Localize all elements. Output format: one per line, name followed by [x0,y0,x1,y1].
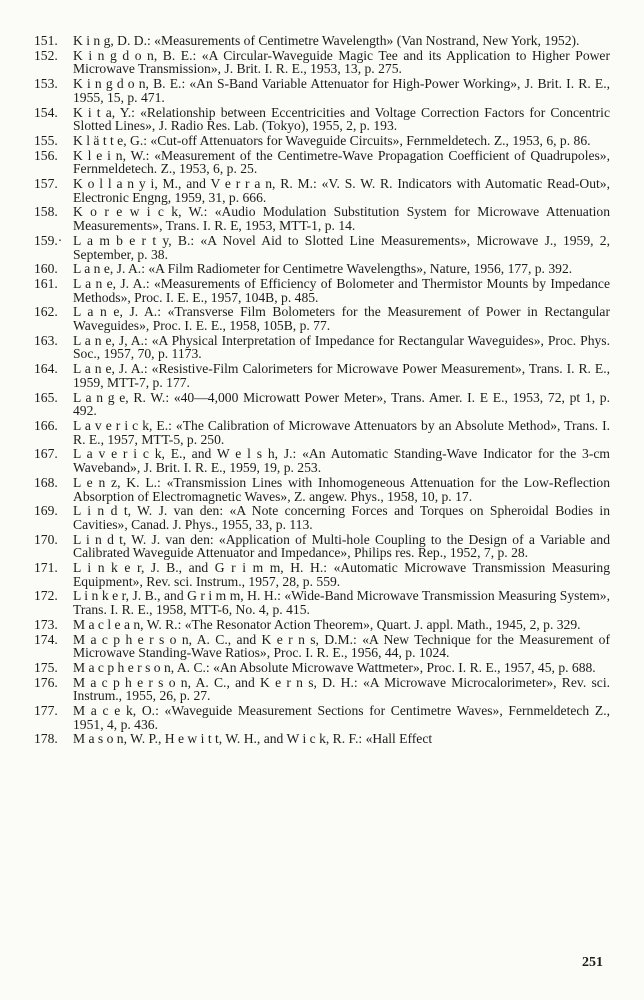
entry-number: 164. [34,361,58,377]
entry-number: 173. [34,616,58,632]
entry-number: 172. [34,588,58,604]
entry-number: 176. [34,674,58,690]
bib-entry [0,362,644,389]
bib-entry [0,49,644,76]
entry-number: 153. [34,76,58,92]
entry-text: L e n z, K. L.: «Transmission Lines with Inhomogeneous Attenuation for the Low-Reflection Absorption of Electromagnetic Waves», Z. angew. Phys., 1958, 10, p. 17. [73,474,610,504]
entry-text: L a v e r i c k, E.: «The Calibration of Microwave Attenuators by an Absolute Method», Trans. I. R. E., 1957, MTT-5, p. 250. [73,417,610,447]
entry-number: 165. [34,389,58,405]
bib-entry [0,533,644,560]
bib-entry [0,205,644,232]
entry-number: 166. [34,417,58,433]
entry-text: M a c p h e r s o n, A. C., and K e r n s, D.M.: «A New Technique for the Measurement of Microwave Standing-Wave Ratios», Proc. I. R. E., 1956, 44, p. 1024. [73,631,610,661]
bib-entry [0,661,644,675]
bib-entry [0,732,644,746]
entry-number: 156. [34,147,58,163]
entry-text: K l ä t t e, G.: «Cut-off Attenuators for Waveguide Circuits», Fernmeldetech. Z., 1953, 6, p. 86. [73,132,591,148]
entry-text: L a n e, J. A.: «Transverse Film Bolometers for the Measurement of Power in Rectangular Waveguides», Proc. I. E. E., 1958, 105B, p. 77. [73,304,610,334]
entry-number: 158. [34,204,58,220]
entry-number: 151. [34,33,58,48]
entry-number: 178. [34,731,58,747]
bib-entry [0,419,644,446]
bib-entry [0,149,644,176]
entry-number: 167. [34,446,58,462]
bib-entry [0,106,644,133]
bib-entry [0,234,644,261]
bib-entry [0,277,644,304]
entry-text: M a s o n, W. P., H e w i t t, W. H., and W i c k, R. F.: «Hall Effect [73,731,433,747]
entry-text: L i n d t, W. J. van den: «A Note concerning Forces and Torques on Spheroidal Bodies in Cavities», Canad. J. Phys., 1955, 33, p. 113. [73,503,610,532]
entry-number: 170. [34,531,58,547]
entry-text: L a m b e r t y, B.: «A Novel Aid to Slotted Line Measurements», Microwave J., 1959, 2, September, p. 38. [73,232,610,262]
entry-text: K i n g d o n, B. E.: «An S-Band Variable Attenuator for High-Power Working», J. Brit. I. R. E., 1955, 15, p. 471. [73,76,610,105]
entry-number: 163. [34,332,58,348]
entry-text: L a n g e, R. W.: «40—4,000 Microwatt Power Meter», Trans. Amer. I. E E., 1953, 72, pt 1, p. 492. [73,389,610,419]
entry-number: 155. [34,132,58,148]
entry-text: L a n e, J. A.: «Resistive-Film Calorimeters for Microwave Power Measurement», Trans. I. R. E., 1959, MTT-7, p. 177. [73,361,610,390]
bib-entry [0,447,644,474]
entry-text: K i n g d o n, B. E.: «A Circular-Waveguide Magic Tee and its Application to Higher Power Microwave Transmission», J. Brit. I. R. E., 1953, 13, p. 275. [73,47,610,77]
entry-text: K o l l a n y i, M., and V e r r a n, R. M.: «V. S. W. R. Indicators with Automatic Read-Out», Electronic Engng, 1959, 31, p. 666. [73,176,610,205]
entry-text: L a n e, J. A.: «A Film Radiometer for Centimetre Wavelengths», Nature, 1956, 177, p. 392. [73,261,573,277]
entry-number: 160. [34,261,58,277]
entry-text: L i n k e r, J. B., and G r i m m, H. H.: «Wide-Band Microwave Transmission Measuring System», Trans. I. R. E., 1958, MTT-6, No. 4, p. 415. [73,588,610,618]
entry-text: M a c p h e r s o n, A. C.: «An Absolute Microwave Wattmeter», Proc. I. R. E., 1957, 45, p. 688. [73,659,596,675]
entry-text: L a v e r i c k, E., and W e l s h, J.: «An Automatic Standing-Wave Indicator for the 3-cm Waveband», J. Brit. I. R. E., 1959, 19, p. 253. [73,446,610,476]
bib-entry [0,476,644,503]
entry-text: K i t a, Y.: «Relationship between Eccentricities and Voltage Correction Factors for Concentric Slotted Lines», J. Radio Res. Lab. (Tokyo), 1955, 2, p. 193. [73,104,610,134]
entry-number: 161. [34,275,58,291]
bib-entry [0,618,644,632]
entry-text: M a c e k, O.: «Waveguide Measurement Sections for Centimetre Waves», Fernmeldetech Z., 1951, 4, p. 436. [73,703,610,732]
entry-text: K i n g, D. D.: «Measurements of Centimetre Wavelength» (Van Nostrand, New York, 1952). [73,33,580,48]
entry-text: L a n e, J. A.: «Measurements of Efficiency of Bolometer and Thermistor Mounts by Impedance Methods», Proc. I. E. E., 1957, 104B, p. 485. [73,275,610,305]
bib-entry [0,704,644,731]
bib-entry [0,504,644,531]
bib-entry [0,134,644,148]
bib-entry [0,391,644,418]
bib-entry [0,262,644,276]
bib-entry [0,305,644,332]
entry-number: 171. [34,560,58,576]
bib-entry [0,77,644,104]
bibliography-list [0,34,644,747]
entry-number: 175. [34,659,58,675]
bib-entry [0,676,644,703]
entry-number: 168. [34,474,58,490]
bib-entry [0,561,644,588]
entry-number: 162. [34,304,58,320]
entry-number: 169. [34,503,58,519]
entry-number: 177. [34,703,58,719]
entry-text: M a c p h e r s o n, A. C., and K e r n s, D. H.: «A Microwave Microcalorimeter», Rev. sci. Instrum., 1955, 26, p. 27. [73,674,610,704]
page-number: 251 [582,955,603,970]
entry-number: 154. [34,104,58,120]
entry-text: K o r e w i c k, W.: «Audio Modulation Substitution System for Microwave Attenuation Measurements», Trans. I. R. E, 1953, MTT-1, p. 14. [73,204,610,234]
entry-number: 157. [34,176,58,192]
entry-text: L a n e, J, A.: «A Physical Interpretation of Impedance for Rectangular Waveguides», Proc. Phys. Soc., 1957, 70, p. 1173. [73,332,610,362]
bib-entry [0,177,644,204]
entry-text: K l e i n, W.: «Measurement of the Centimetre-Wave Propagation Coefficient of Quadrupoles», Fernmeldetech. Z., 1953, 6, p. 25. [73,147,610,177]
bib-entry [0,334,644,361]
entry-text: L i n k e r, J. B., and G r i m m, H. H.: «Automatic Microwave Transmission Measuring Equipment», Rev. sci. Instrum., 1957, 28, p. 559. [73,560,610,589]
bib-entry [0,34,644,48]
entry-number: 152. [34,47,58,63]
entry-text: M a c l e a n, W. R.: «The Resonator Action Theorem», Quart. J. appl. Math., 1945, 2, p. 329. [73,616,581,632]
bib-entry [0,589,644,616]
entry-number: 174. [34,631,58,647]
entry-number: 159.· [34,232,63,248]
entry-text: L i n d t, W. J. van den: «Application of Multi-hole Coupling to the Design of a Variable and Calibrated Waveguide Attenuator and Impedance», Philips res. Rep., 1952, 7, p. 28. [73,531,610,561]
bib-entry [0,633,644,660]
